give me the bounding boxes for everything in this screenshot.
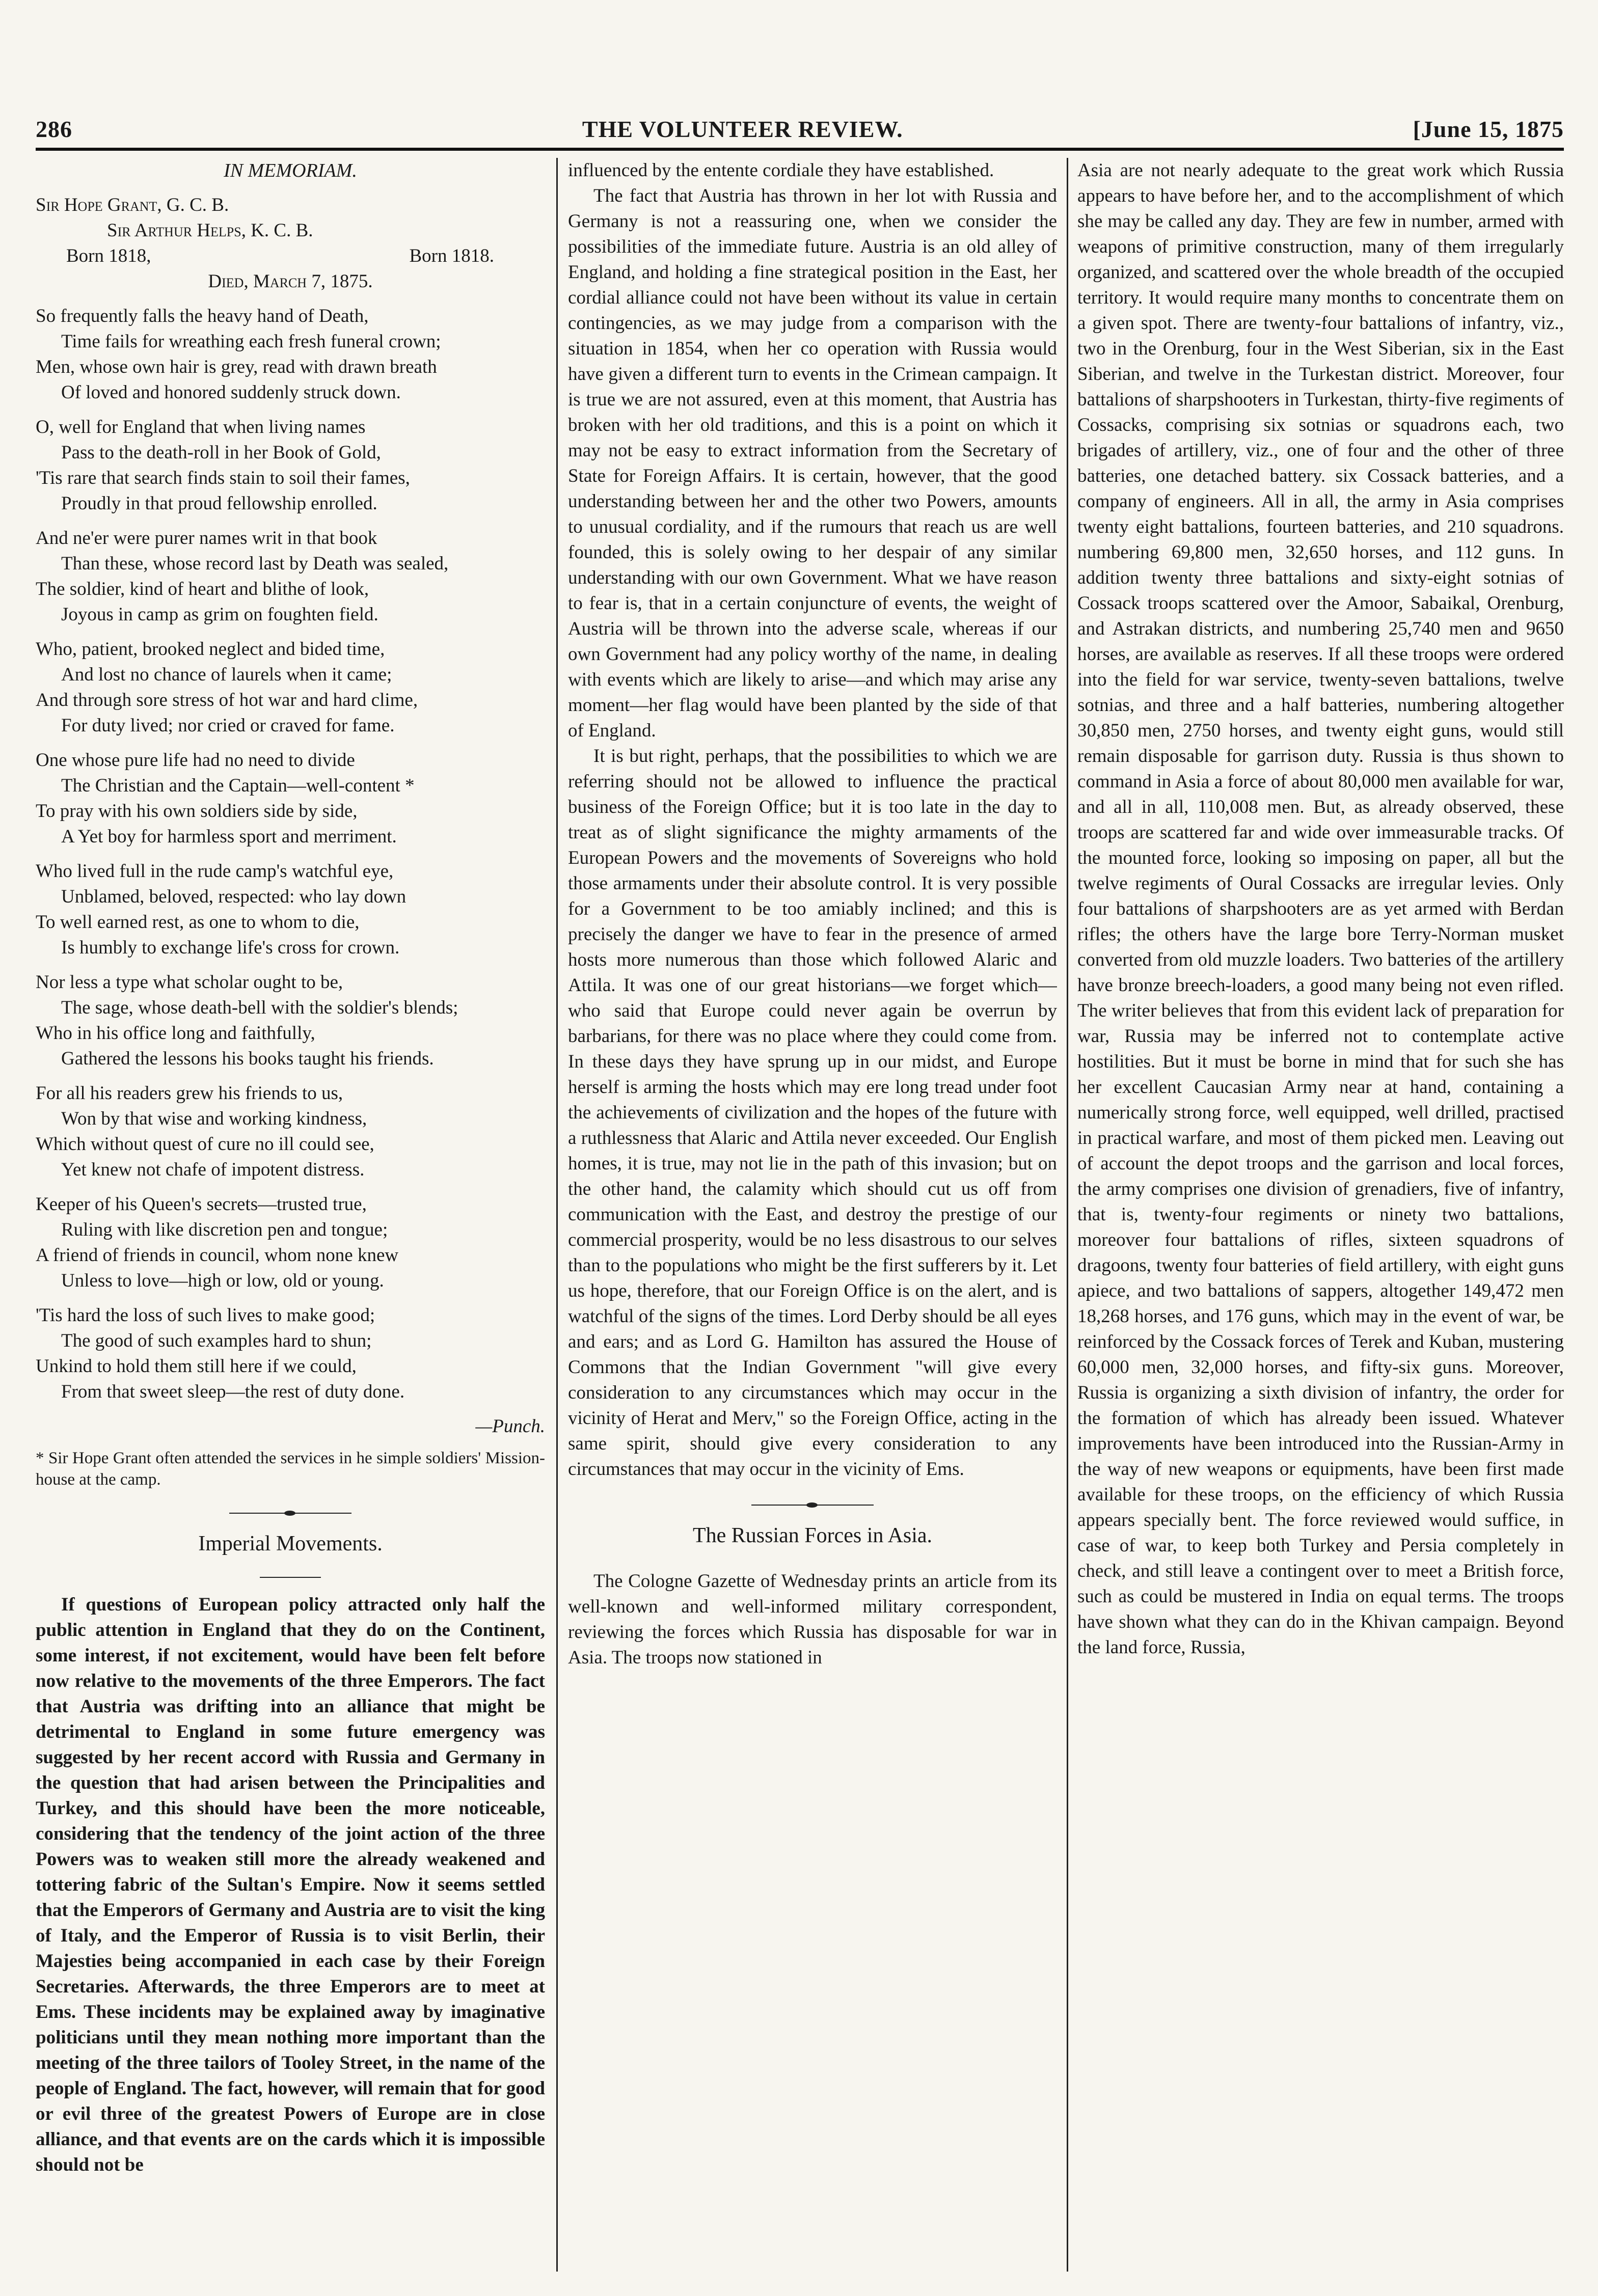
poem-line: One whose pure life had no need to divide [36,750,355,771]
memoriam-born-2: Born 1818. [409,245,494,266]
poem-line: Won by that wise and working kindness, [61,1108,367,1129]
header-rule [36,148,1564,151]
newspaper-page [36,87,1564,2277]
poem-line: 'Tis rare that search finds stain to soil their fames, [36,468,410,488]
poem-line: And through sore stress of hot war and hard clime, [36,690,418,710]
poem-stanza [36,1081,545,1183]
article-paragraph: It is but right, perhaps, that the possibilities to which we are referring should not be allowed to influence the practical business of the Foreign Office; but it is too late in the day to treat as of slight significance the mighty armaments of the European Powers and the movements of Sovereigns who hold those armaments under their absolute control. It is very possible for a Government to be too amiably inclined; and this is precisely the danger we have to fear in the presence of armed hosts more numerous than those which followed Alaric and Attila. It was one of our great historians—we forget which—who said that Europe could never again be overrun by barbarians, for there was no place where they could come from. In these days they have sprung up in our midst, and Europe herself is arming the hosts which may ere long tread under foot the achievements of civilization and the hopes of the future with a ruthlessness that Alaric and Attila never exceeded. Our English homes, it is true, may not lie in the path of this invasion; but on the other hand, the calamity which should cut us off from communication with the East, and destroy the prestige of our commercial prosperity, would be no less disastrous to our selves than to the populations who might be the first sufferers by it. Let us hope, therefore, that our Foreign Office is on the alert, and is watchful of the signs of the times. Lord Derby should be all eyes and ears; and as Lord G. Hamilton has assured the House of Commons that the Indian Government "will give every consideration to any circumstances which may occur in the vicinity of Herat and Merv," so the Foreign Office, acting in the same spirit, should give every consideration to any circumstances that may occur in the vicinity of Ems. [568,746,1057,1480]
poem-line: To well earned rest, as one to whom to die, [36,912,360,933]
poem-line: Is humbly to exchange life's cross for crown. [61,937,400,958]
column-1 [36,158,545,2272]
poem-stanza [36,415,545,516]
poem-stanza [36,859,545,961]
article-paragraph: influenced by the entente cordiale they have established. [568,160,994,181]
poem-line: Who, patient, brooked neglect and bided time, [36,639,385,660]
poem-line: For duty lived; nor cried or craved for fame. [61,715,395,736]
poem-line: Who in his office long and faithfully, [36,1023,315,1044]
section-divider [751,1502,874,1508]
poem-line: Joyous in camp as grim on foughten field. [61,604,378,625]
poem-line: The Christian and the Captain—well-content * [61,775,415,796]
page-number: 286 [36,116,72,142]
section-title-russian-forces: The Russian Forces in Asia. [692,1524,933,1547]
article-paragraph: The fact that Austria has thrown in her lot with Russia and Germany is not a reassuring one, when we consider the possibilities of the immediate future. Austria is an old alley of England, and holding a fine strategical position in the East, her cordial alliance could not have been without its value in certain contingencies, as we may judge from a comparison with the situation in 1854, when her co operation with Russia would have given a different turn to events in the Crimean campaign. It is true we are not assured, even at this moment, that Austria has broken with her old traditions, and this is a point on which it may not be easy to extract information from the Secretary of State for Foreign Affairs. It is certain, however, that the good understanding between her and the other two Powers, amounts to unusual cordiality, and if the rumours that reach us are well founded, this is solely owing to her despair of any similar understanding with our own Government. What we have reason to fear is, that in a certain conjuncture of events, the weight of Austria will be thrown into the adverse scale, whereas if our own Government had any policy worthy of the name, in dealing with events which are likely to arise—and which may arise any moment—her flag would have been planted by the side of that of England. [568,185,1057,741]
poem-stanza [36,526,545,627]
poem-stanza [36,748,545,850]
poem-line: To pray with his own soldiers side by side, [36,801,358,822]
poem-stanzas [36,304,545,1405]
memoriam-died: Died, March 7, 1875. [208,271,373,292]
poem-line: Proudly in that proud fellowship enrolled. [61,493,377,514]
poem-line: The soldier, kind of heart and blithe of look, [36,579,369,599]
memoriam-name-2: Sir Arthur Helps, K. C. B. [107,220,313,241]
poem-line: Gathered the lessons his books taught his friends. [61,1048,434,1069]
poem-stanza [36,304,545,405]
column-divider-2 [1067,158,1068,2272]
issue-date: [June 15, 1875 [1413,116,1564,142]
poem-stanza [36,1303,545,1405]
poem-stanza [36,637,545,739]
poem-line: Of loved and honored suddenly struck down. [61,382,401,403]
column-2 [568,158,1057,2272]
poem-line: A friend of friends in council, whom none knew [36,1245,399,1266]
poem-stanza [36,970,545,1072]
column-3 [1077,158,1564,2272]
poem-line: Keeper of his Queen's secrets—trusted true, [36,1194,367,1215]
poem-line: Who lived full in the rude camp's watchful eye, [36,861,394,882]
poem-line: Than these, whose record last by Death was sealed, [61,553,449,574]
memoriam-title: IN MEMORIAM. [224,160,357,181]
poem-line: Pass to the death-roll in her Book of Gold, [61,442,381,463]
poem-line: A Yet boy for harmless sport and merriment. [61,826,397,847]
column-divider-1 [556,158,558,2272]
poem-line: For all his readers grew his friends to us, [36,1083,343,1104]
section-title-imperial: Imperial Movements. [198,1532,383,1555]
poem-line: From that sweet sleep—the rest of duty done. [61,1381,405,1402]
poem-line: The sage, whose death-bell with the soldier's blends; [61,997,458,1018]
article-paragraph: The Cologne Gazette of Wednesday prints an article from its well-known and well-informed military correspondent, reviewing the forces which Russia has disposable for war in Asia. The troops now stationed in [568,1571,1057,1668]
poem-signature: —Punch. [475,1416,545,1437]
publication-title: THE VOLUNTEER REVIEW. [582,116,903,142]
article-paragraph: If questions of European policy attracted only half the public attention in England that they do on the Continent, some interest, if not excitement, would have been felt before now relative to the movements of the three Emperors. The fact that Austria was drifting into an alliance that might be detrimental to England in some future emergency was suggested by her recent accord with Russia and Germany in the question that had arisen between the Principalities and Turkey, and this should have been the more noticeable, considering that the tendency of the joint action of the three Powers was to weaken still more the already weakened and tottering fabric of the Sultan's Empire. Now it seems settled that the Emperors of Germany and Austria are to visit the king of Italy, and the Emperor of Russia is to visit Berlin, their Majesties being accompanied in each case by their Foreign Secretaries. Afterwards, the three Emperors are to meet at Ems. These incidents may be explained away by imaginative politicians until they mean nothing more important than the meeting of the three tailors of Tooley Street, in the name of the people of England. The fact, however, will remain that for good or evil three of the greatest Powers of Europe are in close alliance, and that events are on the cards which it is impossible should not be [36,1594,545,2175]
poem-line: And lost no chance of laurels when it came; [61,664,392,685]
poem-footnote: * Sir Hope Grant often attended the services in he simple soldiers' Mission-house at the camp. [36,1449,545,1489]
memoriam-born-1: Born 1818, [66,245,151,266]
section-title-rule [260,1577,321,1578]
section-divider [229,1511,351,1516]
page-header [36,87,1564,143]
poem-line: Nor less a type what scholar ought to be, [36,972,343,993]
poem-line: 'Tis hard the loss of such lives to make good; [36,1305,375,1326]
memoriam-birth-row [36,243,545,269]
poem-line: Ruling with like discretion pen and tongue; [61,1219,388,1240]
poem-line: Time fails for wreathing each fresh funeral crown; [61,331,441,352]
poem-stanza [36,1192,545,1294]
poem-line: And ne'er were purer names writ in that book [36,528,377,549]
poem-line: Yet knew not chafe of impotent distress. [61,1159,365,1180]
article-paragraph: Asia are not nearly adequate to the great work which Russia appears to have before her, and to the accomplishment of which she may be called any day. They are few in number, armed with weapons of primitive construction, many of them irregularly organized, and scattered over the whole breadth of the occupied territory. It would require many months to concentrate them on a given spot. There are twenty-four battalions of infantry, viz., two in the Orenburg, four in the West Siberian, six in the East Siberian, and twelve in the Turkestan district. Moreover, four battalions of sharpshooters in Turkestan, thirty-five regiments of Cossacks, comprising six sotnias or squadrons each, two brigades of artillery, viz., one of four and the other of three batteries, one detached battery. six Cossack batteries, and a company of engineers. All in all, the army in Asia comprises twenty eight battalions, fourteen batteries, and 210 squadrons. numbering 69,800 men, 32,650 horses, and 112 guns. In addition twenty three battalions and sixty-eight sotnias of Cossack troops scattered over the Amoor, Sabaikal, Orenburg, and Astrakan districts, and numbering 25,740 men and 9650 horses, are available as reserves. If all these troops were ordered into the field for war service, twenty-seven battalions, twelve sotnias, and three and a half batteries, numbering altogether 30,850 men, 2750 horses, and twenty eight guns, would still remain disposable for garrison duty. Russia is thus shown to command in Asia a force of about 80,000 men available for war, and all in all, 110,008 men. But, as already observed, these troops are scattered far and wide over immeasurable tracks. Of the mounted force, looking so imposing on paper, all but the twelve regiments of Oural Cossacks are irregular levies. Only four battalions of sharpshooters are as yet armed with Berdan rifles; the others have the large bore Terry-Norman musket converted from old muzzle loaders. Two batteries of the artillery have bronze breech-loaders, a good many being not even rifled. The writer believes that from this evident lack of preparation for war, Russia may be inferred not to contemplate active hostilities. But it must be borne in mind that for such she has her excellent Caucasian Army near at hand, containing a numerically strong force, well equipped, well drilled, practised in practical warfare, and most of them picked men. Leaving out of account the depot troops and the garrison and local forces, the army comprises one division of grenadiers, five of infantry, that is, twenty-four regiments or ninety two battalions, moreover four battalions of rifles, sixteen squadrons of dragoons, twenty four batteries of field artillery, with eight guns apiece, and two battalions of sappers, altogether 149,472 men 18,268 horses, and 176 guns, which may in the event of war, be reinforced by the Cossack forces of Terek and Kuban, mustering 60,000 men, 32,000 horses, and fifty-six guns. Moreover, Russia is organizing a sixth division of infantry, the order for the formation of which has already been issued. Whatever improvements have been introduced into the Russian-Army in the way of new weapons or equipments, have been first made available for these troops, on the efficiency of which Russia appears specially bent. The force reviewed would suffice, in case of war, to keep both Turkey and Persia completely in check, and still leave a contingent over to meet a British force, such as could be mustered in India on equal terms. The troops have shown what they can do in the Khivan campaign. Beyond the land force, Russia, [1077,160,1564,1658]
poem-line: Men, whose own hair is grey, read with drawn breath [36,357,437,377]
poem-line: Unless to love—high or low, old or young. [61,1270,384,1291]
poem-line: O, well for England that when living names [36,417,366,438]
poem-line: So frequently falls the heavy hand of Death, [36,306,369,326]
memoriam-name-1: Sir Hope Grant, G. C. B. [36,195,229,215]
poem-line: Unblamed, beloved, respected: who lay down [61,886,407,907]
poem-line: Unkind to hold them still here if we could, [36,1356,357,1377]
poem-line: Which without quest of cure no ill could see, [36,1134,374,1155]
poem-line: The good of such examples hard to shun; [61,1330,372,1351]
